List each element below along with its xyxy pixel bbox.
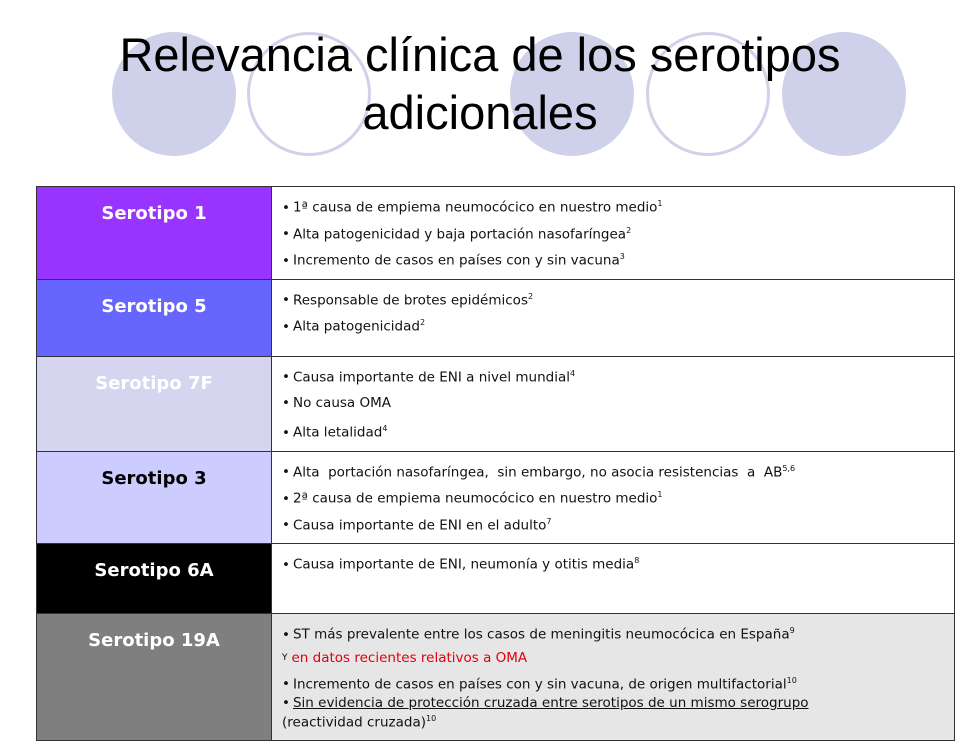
list-item: • Incremento de casos en países con y sin vacuna, de origen multifactorial$^{10}$ xyxy=(282,675,797,692)
table-row xyxy=(37,279,955,356)
list-item: • Causa importante de ENI a nivel mundial$^4$ xyxy=(282,368,576,385)
serotype-details xyxy=(272,356,955,451)
serotype-details xyxy=(272,614,955,741)
list-item: • ST más prevalente entre los casos de meningitis neumocócica en España$^9$ xyxy=(282,626,795,643)
list-item: • Responsable de brotes epidémicos$^2$ xyxy=(282,291,534,308)
serotype-details xyxy=(272,451,955,544)
serotype-details xyxy=(272,544,955,614)
list-item: • Causa importante de ENI, neumonía y otitis media$^8$ xyxy=(282,556,640,573)
serotype-label: Serotipo 7F xyxy=(95,372,213,394)
serotype-details xyxy=(272,187,955,280)
serotype-details xyxy=(272,279,955,356)
list-item: • Alta letalidad$^4$ xyxy=(282,424,388,441)
serotype-label: Serotipo 1 xyxy=(101,203,207,224)
list-item: • Incremento de casos en países con y sin vacuna$^3$ xyxy=(282,252,625,269)
table-row xyxy=(37,187,955,280)
list-item: • Alta patogenicidad$^2$ xyxy=(282,318,426,335)
title-line-2: adicionales xyxy=(362,86,598,139)
serotype-table xyxy=(36,186,955,741)
serotype-label-cell xyxy=(37,544,272,614)
list-item: $^Y$ en datos recientes relativos a OMA xyxy=(282,649,528,666)
list-item: • Causa importante de ENI en el adulto$^7$ xyxy=(282,516,552,533)
serotype-label: Serotipo 5 xyxy=(101,295,207,317)
serotype-label-cell xyxy=(37,614,272,741)
slide-title xyxy=(40,26,920,142)
list-item: • 1ª causa de empiema neumocócico en nuestro medio$^1$ xyxy=(282,199,663,216)
serotype-label: Serotipo 19A xyxy=(88,630,220,651)
serotype-label: Serotipo 6A xyxy=(94,560,214,581)
table-row xyxy=(37,614,955,741)
list-item: • Alta portación nasofaríngea, sin embargo, no asocia resistencias a AB$^{5,6}$ xyxy=(282,463,796,480)
list-item: • Sin evidencia de protección cruzada entre serotipos de un mismo serogrupo (reactividad cruzada)$^{10}$ xyxy=(282,695,809,731)
table-row xyxy=(37,356,955,451)
list-item: • Alta patogenicidad y baja portación nasofaríngea$^2$ xyxy=(282,225,632,242)
list-item: • No causa OMA xyxy=(282,395,391,411)
serotype-label: Serotipo 3 xyxy=(101,467,207,489)
list-item: • 2ª causa de empiema neumocócico en nuestro medio$^1$ xyxy=(282,490,663,507)
serotype-label-cell xyxy=(37,356,272,451)
table-row xyxy=(37,544,955,614)
serotype-label-cell xyxy=(37,279,272,356)
title-line-1: Relevancia clínica de los serotipos xyxy=(119,28,841,81)
serotype-label-cell xyxy=(37,451,272,544)
serotype-label-cell xyxy=(37,187,272,280)
table-row xyxy=(37,451,955,544)
